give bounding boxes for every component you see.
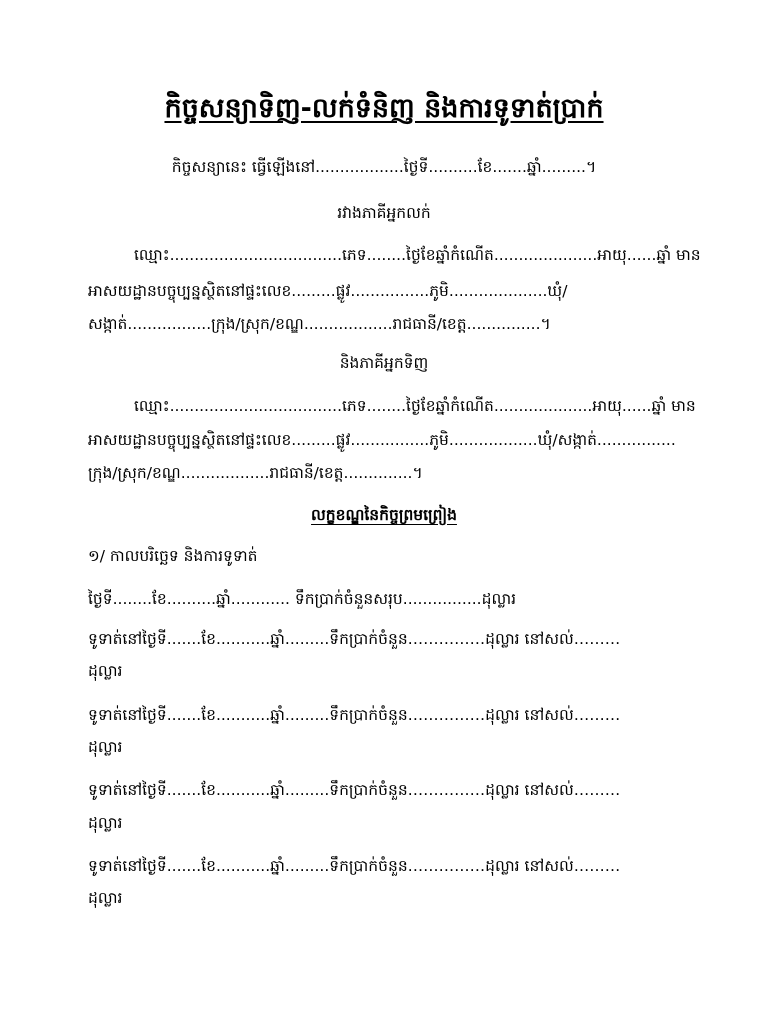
intro-line: កិច្ចសន្យានេះ ធ្វើឡើងនៅ..................ថ្ងៃទី..........ខែ.......ឆ្នាំ.........។	[171, 158, 597, 176]
terms-heading: លក្ខខណ្ឌនៃកិច្ចព្រមព្រៀង	[311, 506, 457, 524]
buyer-line-3: ក្រុង/ស្រុក/ខណ្ឌ..................រាជធានី/ខេត្ត..............។	[88, 464, 423, 482]
payment-cont-2: ដុល្លារ	[88, 738, 123, 756]
seller-line-2: អាសយដ្ឋានបច្ចុប្បន្នស្ថិតនៅផ្ទះលេខ.........ផ្លូវ................ភូមិ....................ឃុំ/	[88, 282, 568, 300]
buyer-line-1: ឈ្មោះ...................................ភេទ........ថ្ងៃខែឆ្នាំកំណើត....................អាយុ......ឆ្នាំ មាន	[134, 397, 696, 415]
seller-heading: រវាងភាគីអ្នកលក់	[337, 204, 431, 222]
payment-line-2: ទូទាត់នៅថ្ងៃទី.......ខែ...........ឆ្នាំ.........ទឹកប្រាក់ចំនួន……………ដុល្លារ នៅសល់………	[88, 706, 621, 724]
seller-line-1: ឈ្មោះ...................................ភេទ........ថ្ងៃខែឆ្នាំកំណើត.....................អាយុ......ឆ្នាំ មាន	[134, 246, 701, 264]
section1-heading: ១/ កាលបរិច្ឆេទ និងការទូទាត់	[88, 547, 258, 565]
payment-line-3: ទូទាត់នៅថ្ងៃទី.......ខែ...........ឆ្នាំ.........ទឹកប្រាក់ចំនួន……………ដុល្លារ នៅសល់………	[88, 781, 621, 799]
payment-line-4: ទូទាត់នៅថ្ងៃទី.......ខែ...........ឆ្នាំ.........ទឹកប្រាក់ចំនួន……………ដុល្លារ នៅសល់………	[88, 857, 621, 875]
payment-cont-4: ដុល្លារ	[88, 889, 123, 907]
buyer-line-2: អាសយដ្ឋានបច្ចុប្បន្នស្ថិតនៅផ្ទះលេខ.........ផ្លូវ................ភូមិ..................ឃុំ/សង្កាត់................	[88, 431, 676, 449]
section1-summary: ថ្ងៃទី........ខែ..........ឆ្នាំ............ ទឹកប្រាក់ចំនួនសរុប................ដុល្លារ	[88, 590, 517, 608]
payment-cont-3: ដុល្លារ	[88, 814, 123, 832]
buyer-heading: និងភាគីអ្នកទិញ	[339, 354, 429, 372]
payment-cont-1: ដុល្លារ	[88, 662, 123, 680]
seller-line-3: សង្កាត់.................ក្រុង/ស្រុក/ខណ្ឌ..................រាជធានី/ខេត្ត...............។	[88, 315, 551, 333]
document-title: កិច្ចសន្យាទិញ-លក់ទំនិញ និងការទូទាត់ប្រាក់	[164, 93, 604, 124]
payment-line-1: ទូទាត់នៅថ្ងៃទី.......ខែ...........ឆ្នាំ.........ទឹកប្រាក់ចំនួន……………ដុល្លារ នៅសល់………	[88, 630, 621, 648]
